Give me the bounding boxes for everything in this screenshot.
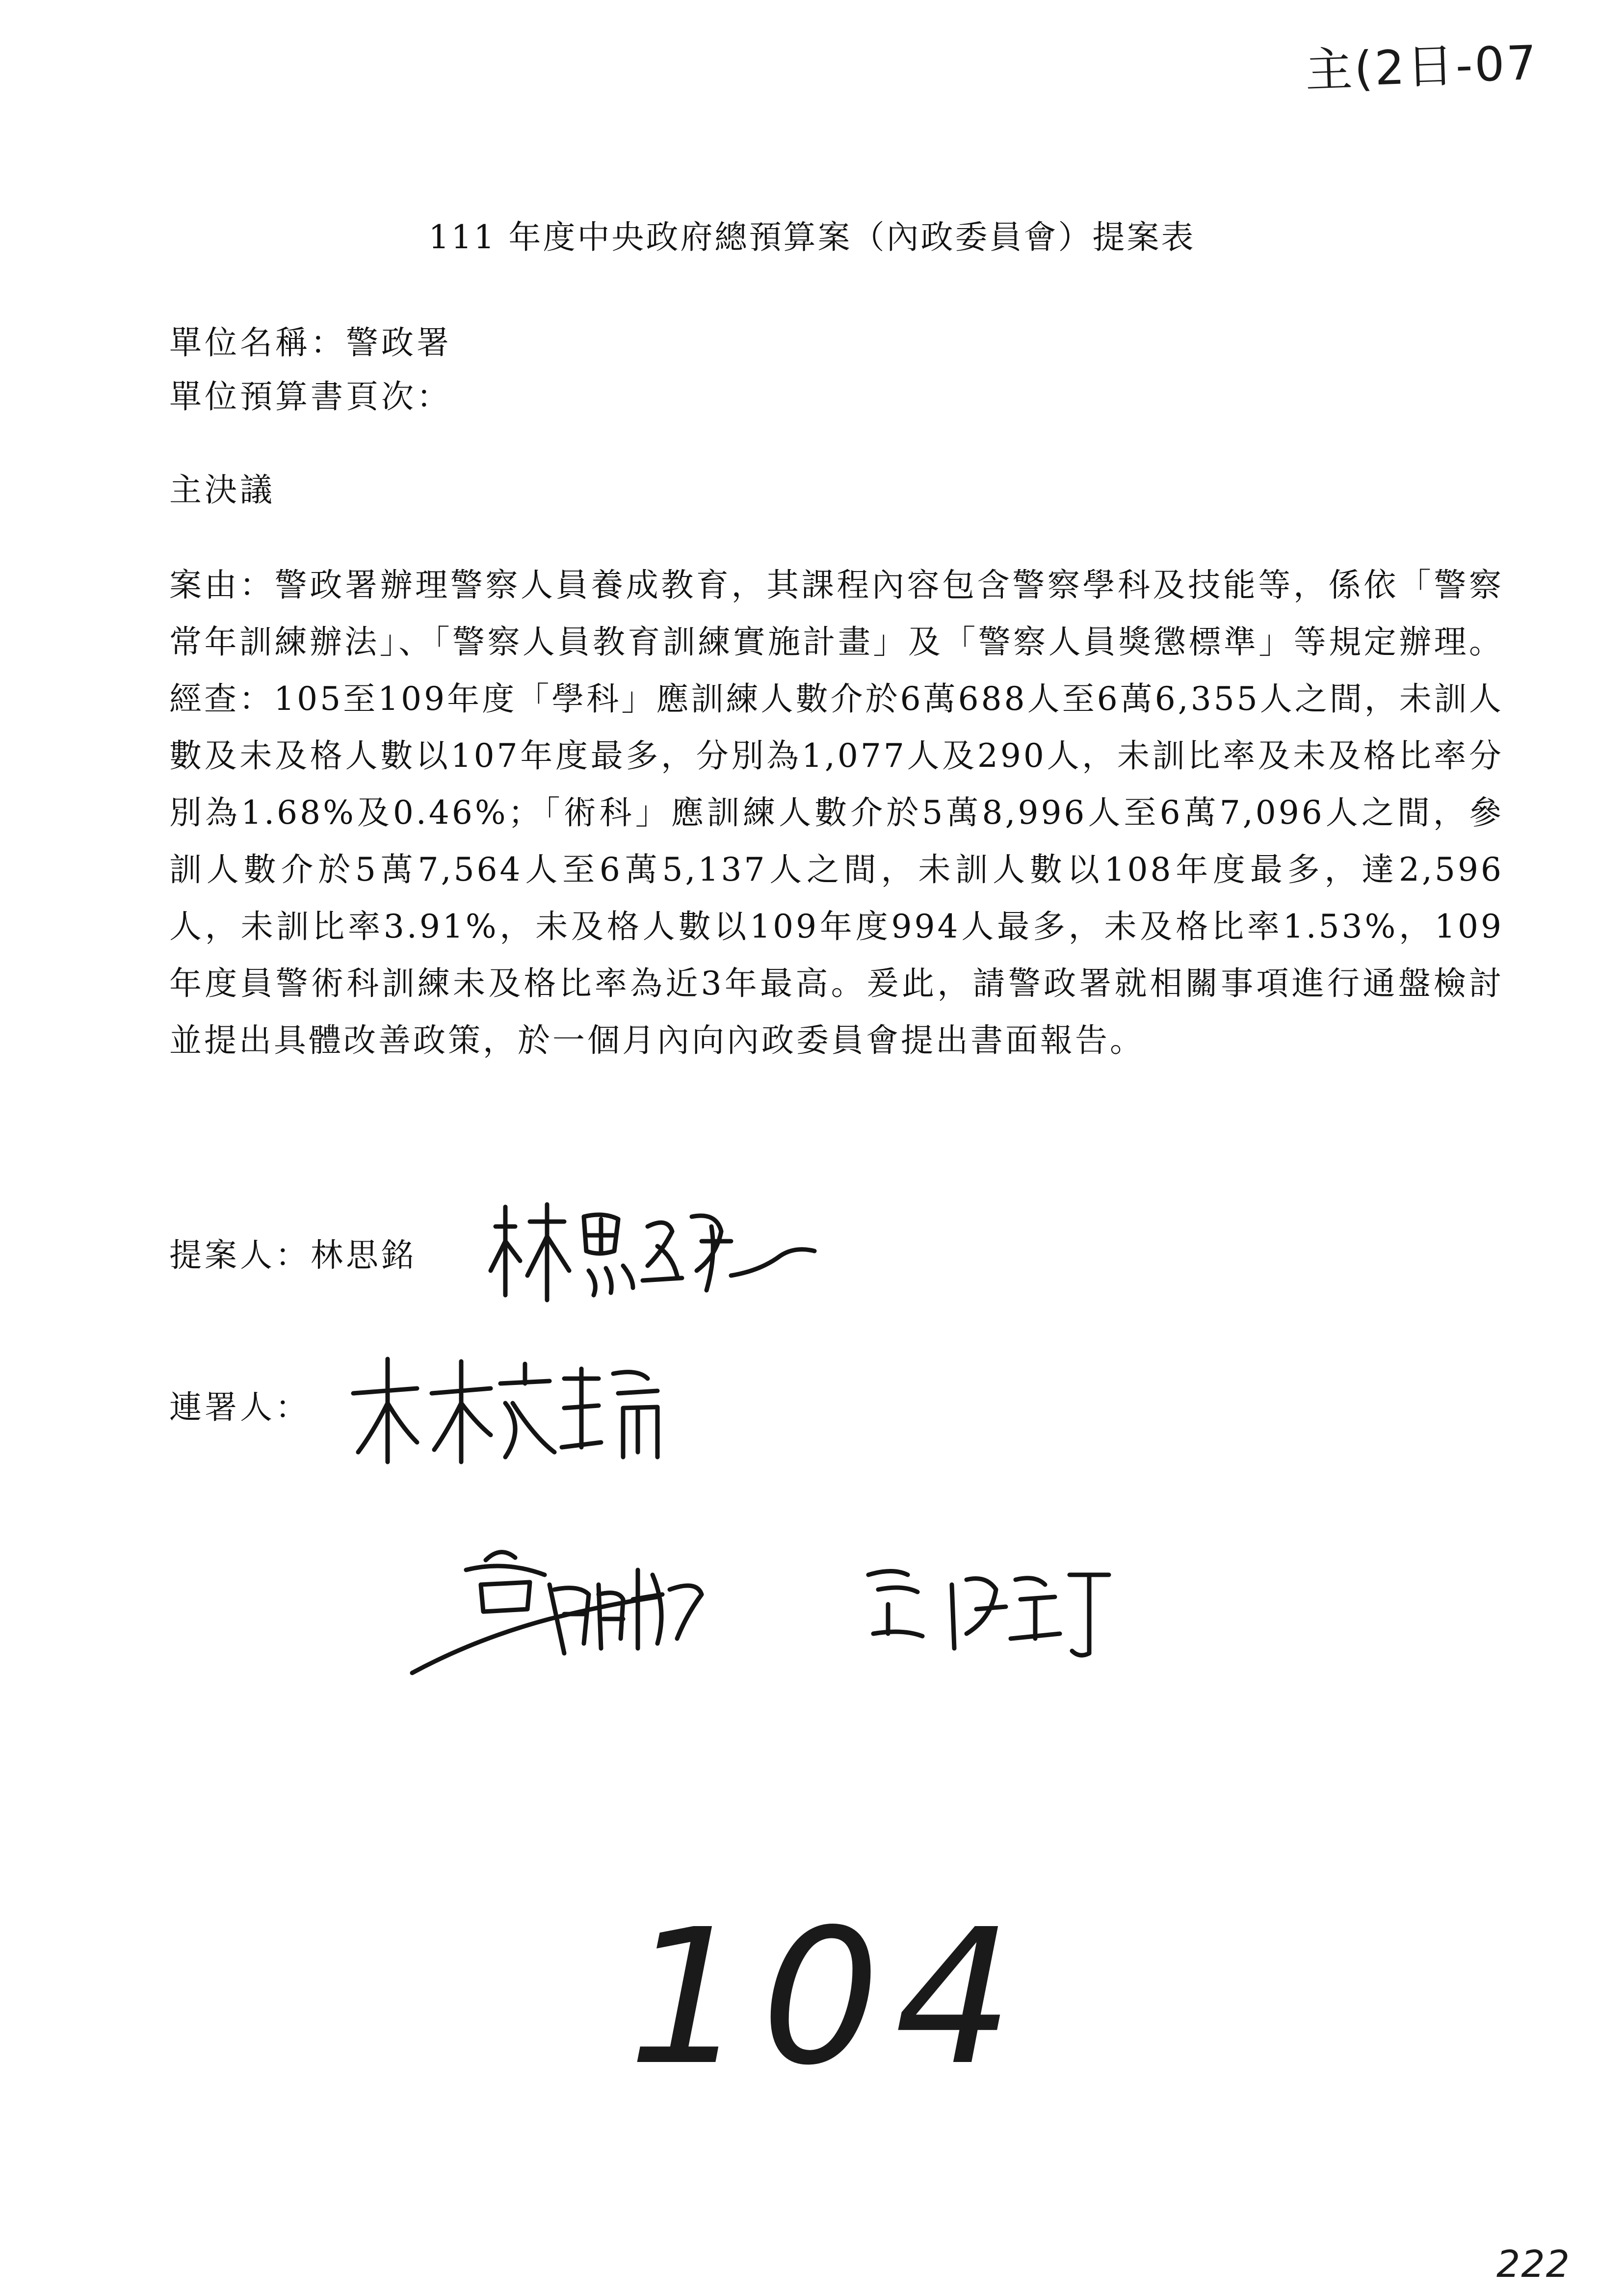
case-description: 案由：警政署辦理警察人員養成教育，其課程內容包含警察學科及技能等，係依「警察常年訓練辦法」、「警察人員教育訓練實施計畫」及「警察人員獎懲標準」等規定辦理。經查：105至109年度「學科」應訓練人數介於6萬688人至6萬6,355人之間，未訓人數及未及格人數以107年度最多，分別為1,077人及290人，未訓比率及未及格比率分別為1.68%及0.46%；「術科」應訓練人數介於5萬8,996人至6萬7,096人之間，參訓人數介於5萬7,564人至6萬5,137人之間，未訓人數以108年度最多，達2,596人，未訓比率3.91%，未及格人數以109年度994人最多，未及格比率1.53%，109年度員警術科訓練未及格比率為近3年最高。爰此，請警政署就相關事項進行通盤檢討並提出具體改善政策，於一個月內向內政委員會提出書面報告。 xyxy=(169,566,1504,1059)
proposer-signature xyxy=(486,1197,819,1315)
unit-name-line: 單位名稱：警政署 xyxy=(169,324,452,362)
cosigner-signature-2 xyxy=(402,1540,756,1683)
page-mark: 222 xyxy=(1496,2242,1571,2286)
proposer-label: 提案人：林思銘 xyxy=(169,1236,417,1274)
cosigner-signature-1 xyxy=(343,1349,677,1477)
cosigner-signature-3 xyxy=(849,1555,1124,1663)
page-title: 111 年度中央政府總預算案（內政委員會）提案表 xyxy=(428,218,1196,256)
resolution-type: 主決議 xyxy=(169,471,275,509)
cosigners-label: 連署人： xyxy=(169,1388,311,1426)
corner-date-note: 主(2日-07 xyxy=(1304,35,1540,99)
handwritten-number: 104 xyxy=(628,1889,1028,2106)
unit-budget-page-line: 單位預算書頁次： xyxy=(169,378,452,416)
